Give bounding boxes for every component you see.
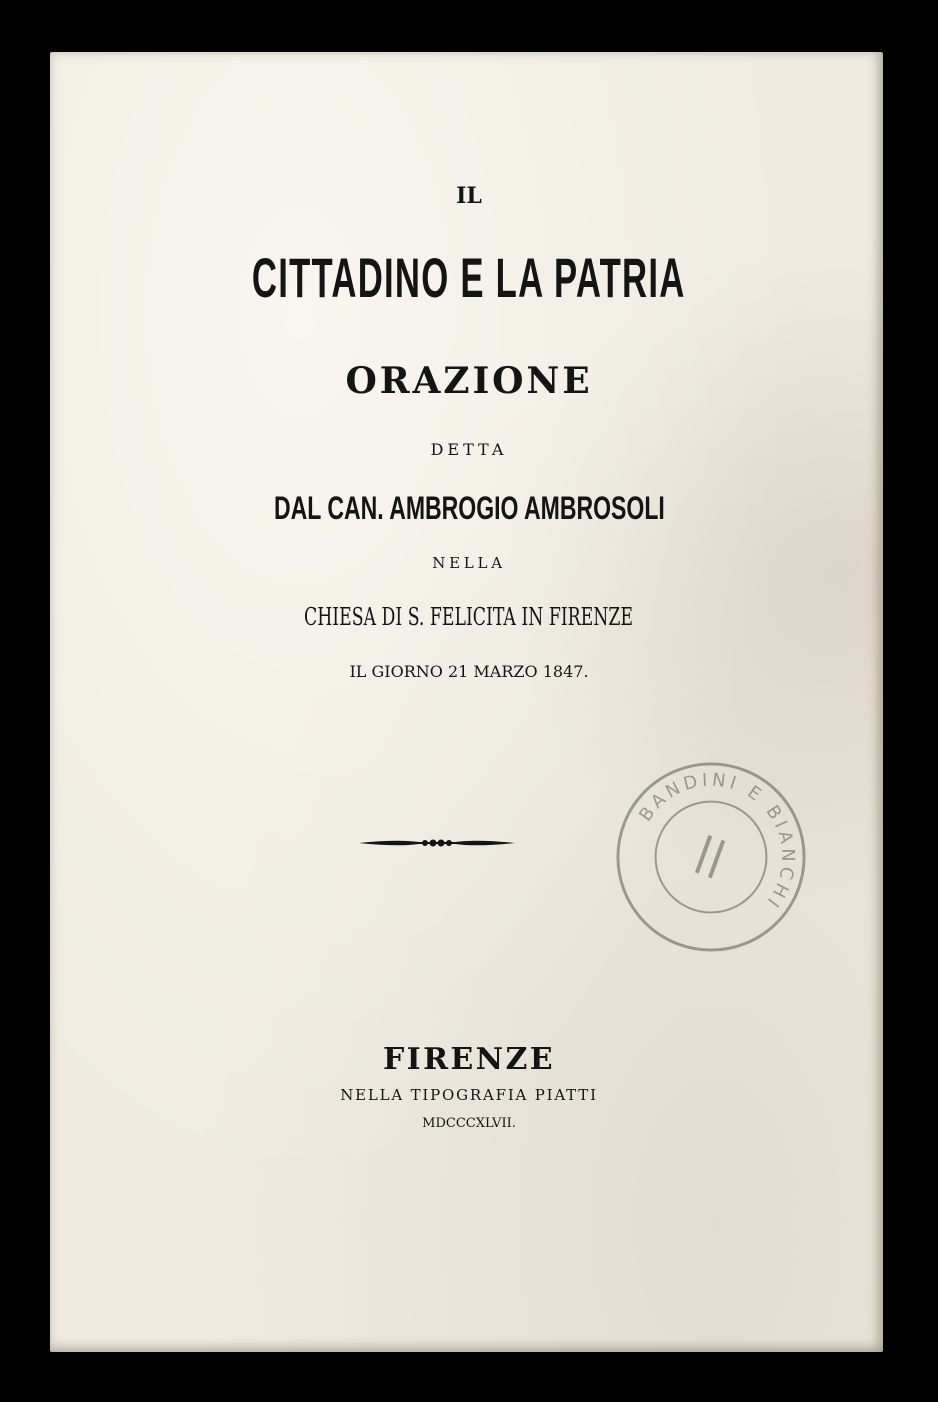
imprint-city: FIRENZE [382, 1042, 556, 1077]
author-line [0, 490, 938, 527]
ornament-divider-icon [357, 836, 517, 850]
imprint-year: MDCCCXLVII. [422, 1116, 516, 1131]
stamp-text: BANDINI E BIANCHI [635, 769, 799, 915]
date-line: IL GIORNO 21 MARZO 1847. [349, 662, 589, 681]
document-subtitle: ORAZIONE [345, 360, 593, 402]
author-text: DAL CAN. AMBROGIO AMBROSOLI [273, 490, 665, 526]
detta-line: DETTA [430, 440, 508, 459]
place-line [0, 603, 938, 632]
document-title [0, 245, 938, 311]
title-line-il: IL [456, 183, 482, 209]
document-title-text: CITTADINO E LA PATRIA [252, 246, 686, 309]
place-text: CHIESA DI S. FELICITA IN FIRENZE [304, 603, 634, 631]
svg-text:BANDINI E BIANCHI [635, 769, 798, 914]
imprint-printer: NELLA TIPOGRAFIA PIATTI [340, 1086, 598, 1104]
nella-line: NELLA [432, 554, 506, 572]
library-stamp [612, 758, 810, 956]
